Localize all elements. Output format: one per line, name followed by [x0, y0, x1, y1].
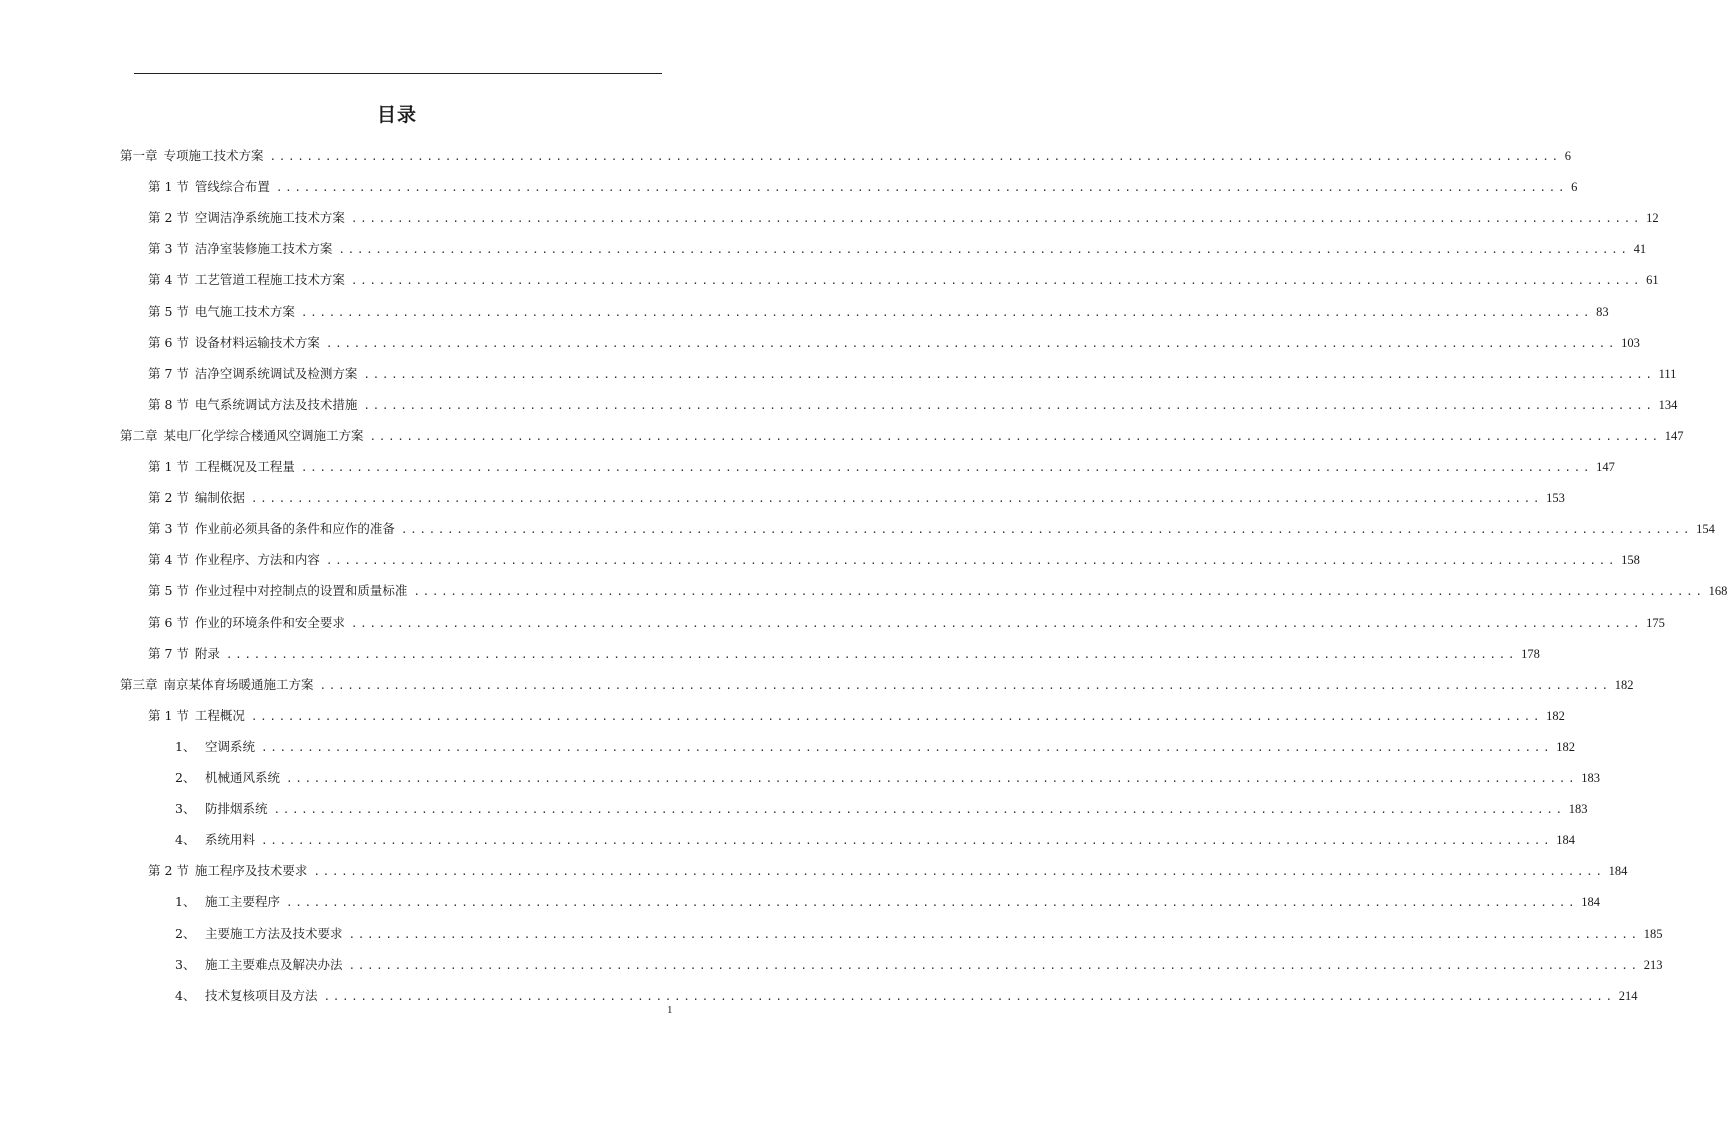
toc-entry[interactable] — [175, 949, 1663, 973]
toc-entry[interactable] — [148, 233, 1647, 257]
toc-dot-leader: ............................................................................................................................................ — [323, 989, 1615, 1003]
toc-entry-text: 作业前必须具备的条件和应作的准备 — [194, 521, 395, 537]
toc-dot-leader: ............................................................................................................................................ — [348, 927, 1640, 941]
toc-entry-page: 12 — [1646, 211, 1659, 226]
toc-entry-text: 某电厂化学综合楼通风空调施工方案 — [163, 427, 364, 443]
toc-entry-text: 工程概况及工程量 — [194, 459, 295, 474]
toc-entry[interactable] — [148, 575, 1727, 599]
toc-entry-text: 施工主要难点及解决办法 — [205, 956, 343, 972]
toc-entry[interactable] — [148, 700, 1565, 724]
toc-entry-label — [148, 615, 345, 631]
toc-dot-leader: ............................................................................................................................................ — [350, 274, 1643, 288]
toc-entry-number: 第 3 节 — [148, 241, 189, 257]
toc-entry-number: 第 1 节 — [148, 179, 189, 195]
toc-entry-number: 第 1 节 — [148, 707, 189, 723]
toc-entry[interactable] — [120, 140, 1571, 164]
toc-entry-text: 作业程序、方法和内容 — [194, 552, 320, 568]
toc-entry[interactable] — [148, 358, 1677, 382]
toc-entry-number: 第三章 — [120, 676, 158, 692]
toc-entry-label — [148, 304, 295, 320]
toc-entry-text: 空调洁净系统施工技术方案 — [194, 210, 345, 226]
toc-entry-label — [148, 552, 320, 568]
toc-entry-text: 设备材料运输技术方案 — [194, 334, 320, 350]
toc-entry-label — [175, 801, 268, 817]
toc-entry[interactable] — [175, 824, 1575, 848]
toc-entry-number: 第 3 节 — [148, 521, 189, 537]
toc-entry[interactable] — [148, 451, 1615, 475]
toc-entry-page: 6 — [1564, 149, 1571, 163]
toc-entry-page: 184 — [1556, 833, 1575, 848]
page-title: 目录 — [376, 104, 417, 126]
toc-dot-leader: ............................................................................................................................................ — [269, 150, 1561, 163]
toc-entry-label — [120, 428, 364, 444]
toc-entry-page: 184 — [1581, 895, 1600, 910]
toc-entry-text: 施工程序及技术要求 — [194, 863, 308, 879]
toc-entry[interactable] — [148, 855, 1628, 879]
toc-entry[interactable] — [148, 638, 1540, 662]
toc-dot-leader: ............................................................................................................................................ — [286, 772, 1578, 785]
toc-entry-page: 214 — [1618, 988, 1638, 1003]
toc-entry-number: 第一章 — [120, 148, 158, 163]
toc-entry[interactable] — [175, 731, 1575, 755]
toc-entry[interactable] — [175, 793, 1588, 817]
toc-entry-number: 第二章 — [120, 427, 158, 443]
toc-entry-number: 第 2 节 — [148, 863, 189, 879]
toc-entry-page: 184 — [1608, 864, 1628, 879]
toc-entry-text: 电气施工技术方案 — [194, 303, 295, 319]
toc-entry-page: 213 — [1643, 957, 1663, 972]
toc-dot-leader: ............................................................................................................................................ — [261, 740, 1553, 754]
toc-entry-number: 第 1 节 — [148, 459, 189, 474]
toc-entry[interactable] — [175, 980, 1638, 1004]
toc-entry-text: 作业的环境条件和安全要求 — [194, 614, 345, 630]
toc-dot-leader: ............................................................................................................................................ — [319, 678, 1611, 692]
toc-dot-leader: ............................................................................................................................................ — [275, 181, 1568, 195]
toc-entry[interactable] — [120, 669, 1634, 693]
toc-entry-number: 第 2 节 — [148, 210, 189, 226]
toc-entry-label — [175, 988, 318, 1004]
toc-entry-text: 工程概况 — [194, 707, 245, 723]
toc-entry-page: 147 — [1596, 460, 1615, 474]
toc-entry-page: 158 — [1621, 553, 1640, 568]
toc-entry-label — [148, 521, 395, 537]
toc-dot-leader: ............................................................................................................................................ — [338, 243, 1630, 257]
toc-entry-text: 附录 — [194, 645, 220, 661]
toc-dot-leader: ............................................................................................................................................ — [313, 865, 1605, 879]
toc-entry[interactable] — [148, 264, 1659, 288]
toc-entry-page: 134 — [1658, 397, 1678, 412]
toc-entry-text: 专项施工技术方案 — [163, 148, 264, 163]
toc-entry-label — [120, 677, 314, 693]
toc-entry-page: 182 — [1556, 739, 1575, 754]
toc-entry-page: 41 — [1633, 242, 1647, 257]
toc-entry-label — [148, 241, 332, 257]
toc-entry-number: 第 5 节 — [148, 583, 189, 599]
toc-dot-leader: ............................................................................................................................................ — [225, 647, 1518, 661]
toc-dot-leader: ............................................................................................................................................ — [250, 492, 1543, 506]
toc-entry-number: 1、 — [175, 738, 196, 754]
toc-entry-number: 4、 — [175, 987, 196, 1003]
toc-entry-number: 第 8 节 — [148, 396, 189, 412]
toc-entry-label — [148, 272, 345, 288]
toc-entry-label — [120, 148, 264, 164]
toc-dot-leader: ............................................................................................................................................ — [286, 896, 1578, 910]
toc-entry-page: 154 — [1696, 522, 1715, 537]
toc-dot-leader: ............................................................................................................................................ — [363, 398, 1655, 412]
toc-entry-label — [148, 490, 245, 506]
toc-entry-label — [175, 957, 343, 973]
toc-entry[interactable] — [148, 171, 1578, 195]
toc-entry-page: 175 — [1646, 615, 1665, 630]
toc-entry[interactable] — [148, 327, 1640, 351]
toc-entry-number: 3、 — [175, 956, 196, 972]
toc-entry-text: 编制依据 — [194, 490, 245, 506]
toc-entry[interactable] — [148, 513, 1715, 537]
toc-entry-text: 施工主要程序 — [205, 894, 281, 910]
toc-entry-page: 61 — [1646, 273, 1659, 288]
toc-entry-page: 168 — [1708, 584, 1727, 599]
toc-dot-leader: ............................................................................................................................................ — [300, 461, 1593, 474]
toc-dot-leader: ............................................................................................................................................ — [348, 958, 1640, 972]
toc-entry-page: 183 — [1568, 802, 1588, 817]
toc-entry-page: 185 — [1643, 926, 1663, 941]
toc-entry-label — [148, 583, 407, 599]
toc-dot-leader: ............................................................................................................................................ — [350, 616, 1643, 630]
toc-entry-number: 第 7 节 — [148, 365, 189, 381]
toc-dot-leader: ............................................................................................................................................ — [325, 554, 1618, 568]
toc-entry-page: 183 — [1581, 771, 1600, 785]
toc-entry-text: 防排烟系统 — [205, 801, 268, 817]
toc-entry-number: 2、 — [175, 925, 196, 941]
toc-entry-label — [148, 646, 220, 662]
toc-entry-label — [148, 210, 345, 226]
toc-entry-number: 2、 — [175, 770, 196, 785]
toc-dot-leader: ............................................................................................................................................ — [350, 212, 1643, 226]
toc-entry-label — [148, 397, 357, 413]
toc-entry-text: 作业过程中对控制点的设置和质量标准 — [194, 583, 408, 599]
toc-entry-number: 第 5 节 — [148, 303, 189, 319]
toc-entry[interactable] — [148, 482, 1565, 506]
toc-entry-label — [175, 894, 280, 910]
toc-entry-text: 电气系统调试方法及技术措施 — [194, 396, 358, 412]
toc-entry-text: 系统用料 — [205, 832, 256, 848]
toc-entry-text: 机械通风系统 — [205, 770, 281, 785]
toc-entry-text: 主要施工方法及技术要求 — [205, 925, 343, 941]
toc-entry-number: 4、 — [175, 832, 196, 848]
toc-entry-label — [175, 926, 343, 942]
toc-entry[interactable] — [148, 296, 1609, 320]
toc-dot-leader: ............................................................................................................................................ — [273, 803, 1565, 817]
toc-entry-number: 第 4 节 — [148, 552, 189, 568]
page-number: 1 — [667, 1004, 673, 1016]
toc-entry-label — [148, 708, 245, 724]
toc-entry-text: 空调系统 — [205, 738, 256, 754]
toc-entry-number: 第 6 节 — [148, 334, 189, 350]
toc-entry-label — [148, 459, 295, 475]
toc-entry-page: 147 — [1664, 428, 1684, 443]
toc-entry-number: 第 2 节 — [148, 490, 189, 506]
toc-dot-leader: ............................................................................................................................................ — [413, 585, 1705, 599]
toc-entry[interactable] — [175, 918, 1663, 942]
toc-entry-page: 182 — [1614, 677, 1634, 692]
toc-entry[interactable] — [175, 762, 1600, 786]
toc-dot-leader: ............................................................................................................................................ — [250, 709, 1543, 723]
toc-entry-number: 第 6 节 — [148, 614, 189, 630]
toc-entry[interactable] — [148, 202, 1659, 226]
header-rule — [134, 73, 662, 74]
toc-entry-number: 第 4 节 — [148, 272, 189, 288]
toc-entry-text: 工艺管道工程施工技术方案 — [194, 272, 345, 288]
toc-entry-text: 洁净空调系统调试及检测方案 — [194, 365, 358, 381]
toc-entry-page: 83 — [1596, 304, 1609, 319]
toc-entry-text: 洁净室装修施工技术方案 — [194, 241, 333, 257]
toc-dot-leader: ............................................................................................................................................ — [261, 834, 1553, 848]
toc-entry-label — [175, 770, 280, 786]
toc-entry-number: 1、 — [175, 894, 196, 910]
toc-entry-label — [148, 179, 270, 195]
toc-entry-number: 第 7 节 — [148, 645, 189, 661]
toc-dot-leader: ............................................................................................................................................ — [400, 523, 1693, 537]
toc-entry-text: 技术复核项目及方法 — [205, 987, 318, 1003]
toc-entry[interactable] — [175, 886, 1600, 910]
toc-entry-label — [175, 832, 255, 848]
toc-entry-text: 管线综合布置 — [194, 179, 270, 195]
toc-entry[interactable] — [148, 544, 1640, 568]
toc-dot-leader: ............................................................................................................................................ — [325, 336, 1618, 350]
toc-dot-leader: ............................................................................................................................................ — [369, 429, 1661, 443]
toc-entry-label — [148, 863, 307, 879]
toc-entry-number: 3、 — [175, 801, 196, 817]
toc-entry-label — [148, 366, 357, 382]
toc-dot-leader: ............................................................................................................................................ — [300, 305, 1593, 319]
toc-entry-page: 103 — [1621, 335, 1640, 350]
toc-entry-label — [175, 739, 255, 755]
toc-entry[interactable] — [148, 607, 1665, 631]
toc-entry-page: 178 — [1521, 646, 1540, 661]
toc-dot-leader: ............................................................................................................................................ — [363, 367, 1655, 381]
toc-entry[interactable] — [120, 420, 1684, 444]
toc-entry-page: 182 — [1546, 708, 1565, 723]
toc-entry-text: 南京某体育场暖通施工方案 — [163, 676, 314, 692]
toc-entry-label — [148, 335, 320, 351]
toc-entry-page: 6 — [1571, 180, 1578, 195]
toc-entry[interactable] — [148, 389, 1678, 413]
toc-entry-page: 111 — [1658, 366, 1677, 381]
toc-entry-page: 153 — [1546, 491, 1565, 506]
